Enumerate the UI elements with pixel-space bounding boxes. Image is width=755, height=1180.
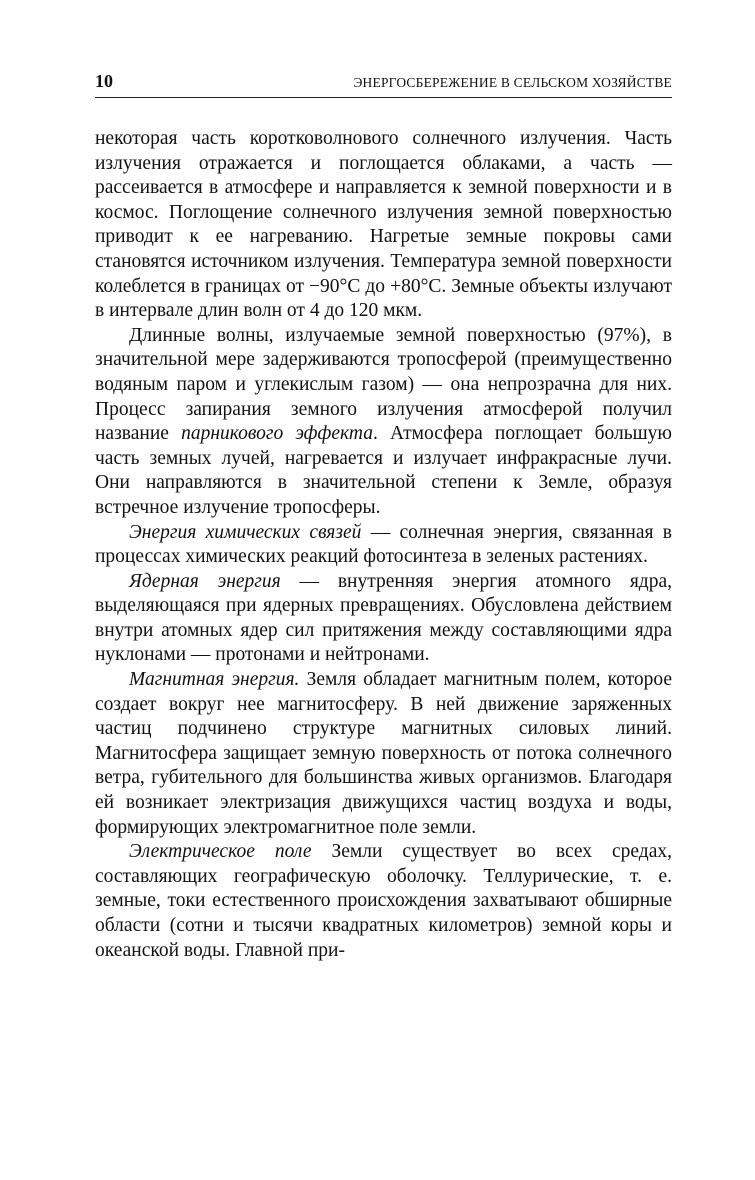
paragraph-text: . Атмосфера поглощает большую часть земных лучей, нагревается и излучает инфракрасные лучи. Они направляются в значительной степени к Земле, образуя встречное излучение тропосферы. [95, 423, 672, 518]
paragraph-text: Земли существует во всех средах, составляющих географическую оболочку. Теллурические, т. е. земные, токи естественного происхождения захватывают обширные области (сотни и тысячи квадратных километров) земной коры и океанской воды. Главной при- [95, 841, 672, 961]
paragraph-greenhouse [95, 324, 672, 521]
term-chemical-energy: Энергия химических связей [129, 521, 362, 543]
term-greenhouse-effect: парникового эффекта [181, 423, 373, 445]
running-title: ЭНЕРГОСБЕРЕЖЕНИЕ В СЕЛЬСКОМ ХОЗЯЙСТВЕ [353, 75, 672, 90]
paragraph-continuation [95, 127, 672, 324]
paragraph-text: некоторая часть коротковолнового солнечного излучения. Часть излучения отражается и поглощается облаками, а часть — рассеивается в атмосфере и направляется к земной поверхности и в космос. Поглощение солнечного излучения земной поверхностью приводит к ее нагреванию. Нагретые земные покровы сами становятся источником излучения. Температура земной поверхности колеблется в границах от −90°C до +80°C. Земные объекты излучают в интервале длин волн от 4 до 120 мкм. [95, 128, 672, 322]
body-text [95, 127, 672, 963]
paragraph-chemical-energy [95, 521, 672, 570]
paragraph-text: — солнечная энергия, связанная в процессах химических реакций фотосинтеза в зеленых растениях. [95, 521, 672, 568]
term-nuclear-energy: Ядерная энергия [129, 570, 281, 592]
paragraph-magnetic-energy [95, 668, 672, 840]
term-magnetic-energy: Магнитная энергия. [129, 669, 300, 691]
paragraph-nuclear-energy [95, 570, 672, 668]
paragraph-text: Длинные волны, излучаемые земной поверхностью (97%), в значительной мере задерживаются тропосферой (преимущественно водяным паром и углекислым газом) — она непрозрачна для них. Процесс запирания земного излучения атмосферой получил название [95, 324, 672, 445]
paragraph-text: — внутренняя энергия атомного ядра, выделяющаяся при ядерных превращениях. Обусловлена действием внутри атомных ядер сил притяжения между составляющими ядра нуклонами — протонами и нейтронами. [95, 570, 672, 666]
page-header [95, 71, 672, 98]
paragraph-electric-field [95, 840, 672, 963]
paragraph-text: Земля обладает магнитным полем, которое создает вокруг нее магнитосферу. В ней движение заряженных частиц подчинено структуре магнитных силовых линий. Магнитосфера защищает земную поверхность от потока солнечного ветра, губительного для большинства живых организмов. Благодаря ей возникает электризация движущихся частиц воздуха и воды, формирующих электромагнитное поле земли. [95, 669, 672, 838]
page-number: 10 [95, 71, 113, 91]
term-electric-field: Электрическое поле [129, 841, 312, 863]
